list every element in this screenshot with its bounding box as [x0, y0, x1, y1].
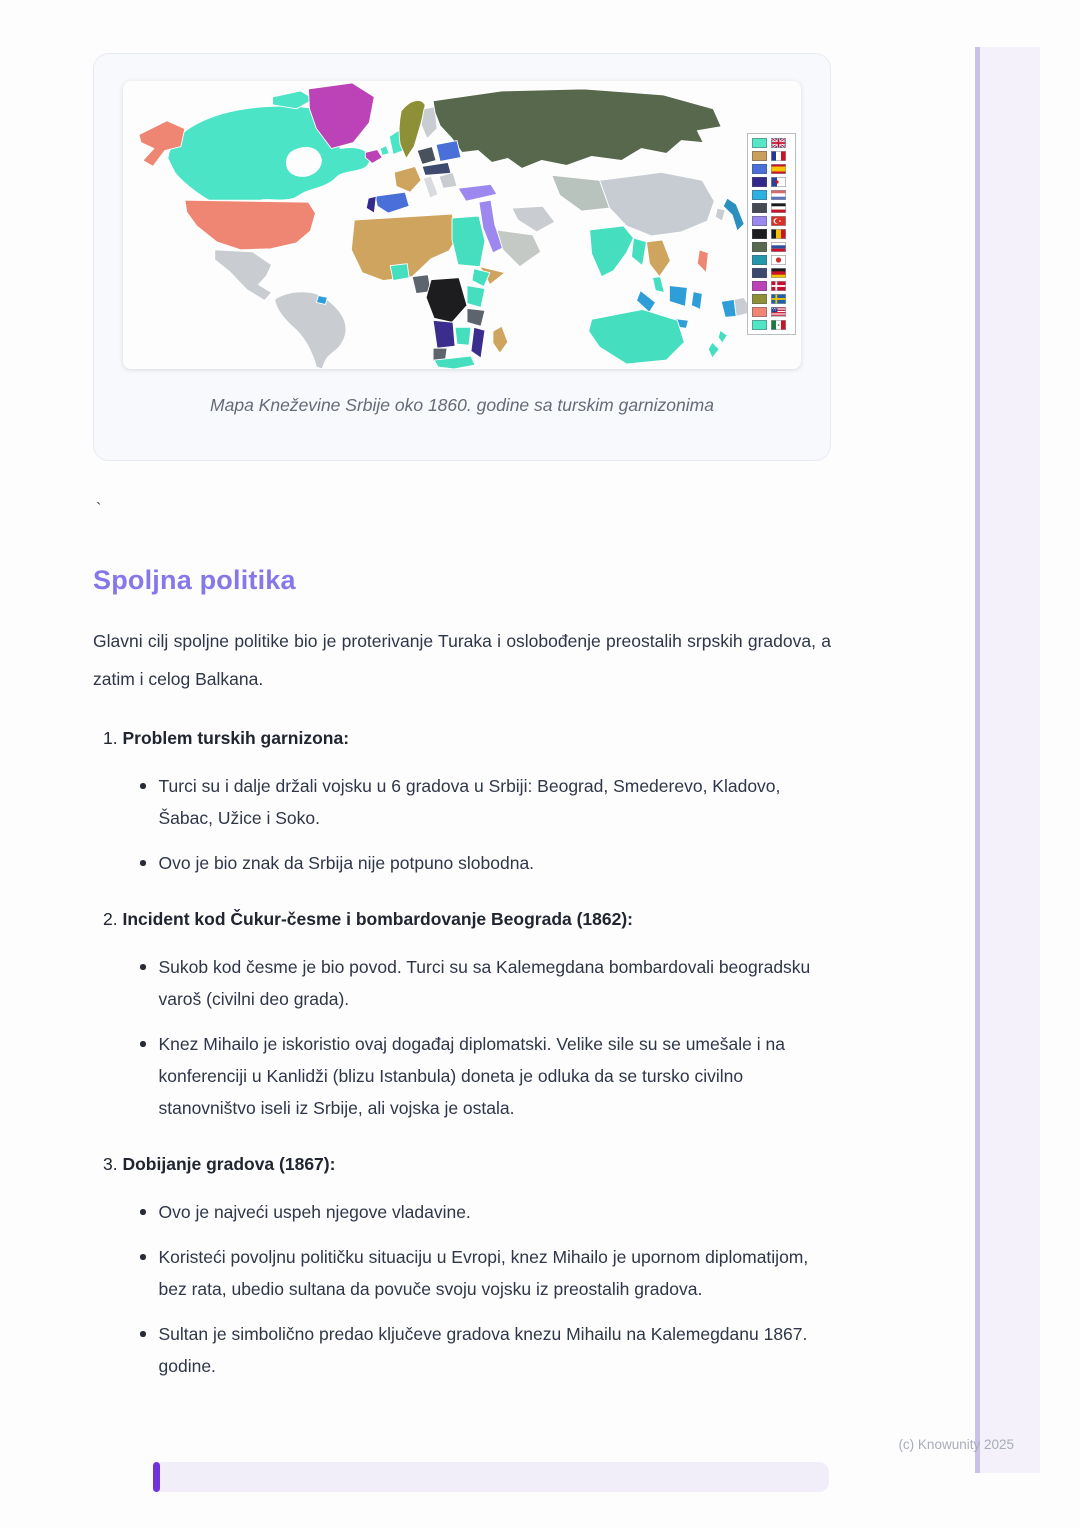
- map-region-kenya-uganda: [467, 286, 485, 308]
- belgium-flag-icon: [771, 229, 786, 239]
- legend-color-swatch: [752, 229, 767, 239]
- map-region-madagascar: [493, 326, 508, 353]
- bullet-text: Koristeći povoljnu političku situaciju u Evropi, knez Mihailo je upornom diplomatijom, bez rata, ubedio sultana da povuče svoju vojsku iz preostalih gradova.: [158, 1247, 809, 1299]
- legend-row-german-empire: [752, 203, 791, 213]
- legend-color-swatch: [752, 242, 767, 252]
- bullet-text: Sukob kod česme je bio povod. Turci su sa Kalemegdana bombardovali beogradsku varoš (civilni deo grada).: [158, 957, 811, 1009]
- legend-row-japan: [752, 255, 791, 265]
- netherlands-flag-icon: [771, 190, 786, 200]
- legend-row-ottoman-empire: [752, 216, 791, 226]
- map-region-philippines: [697, 250, 708, 273]
- legend-row-germany: [752, 268, 791, 278]
- bullet-group: [93, 770, 831, 879]
- bullet-item: [93, 847, 831, 879]
- bullet-dot-icon: [140, 1041, 146, 1047]
- map-region-arctic-1: [273, 91, 315, 109]
- item-title: Problem turskih garnizona:: [122, 728, 350, 748]
- intro-paragraph: Glavni cilj spoljne politike bio je proterivanje Turaka i oslobođenje preostalih srpskih gradova, a zatim i celog Balkana.: [93, 631, 831, 689]
- numbered-list: [93, 726, 831, 1382]
- section-title: Spoljna politika: [93, 565, 296, 595]
- map-region-portugal-europe: [366, 196, 376, 213]
- legend-color-swatch: [752, 281, 767, 291]
- map-region-south-america: [275, 292, 347, 369]
- legend-color-swatch: [752, 164, 767, 174]
- world-map-svg: [123, 81, 801, 369]
- map-region-egypt-sudan: [452, 216, 485, 267]
- legend-row-spain: [752, 164, 791, 174]
- map-region-usa: [185, 200, 316, 250]
- map-region-france-europe: [394, 166, 421, 192]
- map-region-arabia: [497, 230, 541, 267]
- map-region-rhodesia: [455, 327, 471, 345]
- france-flag-icon: [771, 151, 786, 161]
- stray-backtick-text: `: [96, 501, 102, 518]
- item-heading: [93, 726, 831, 750]
- bullet-dot-icon: [140, 1209, 146, 1215]
- map-region-sulawesi: [691, 292, 702, 310]
- map-region-ireland: [380, 146, 389, 156]
- list-item-3: [93, 1152, 831, 1382]
- legend-color-swatch: [752, 190, 767, 200]
- denmark-flag-icon: [771, 281, 786, 291]
- legend-row-denmark: [752, 281, 791, 291]
- map-region-sumatra: [636, 291, 655, 313]
- callout-accent-pill: [153, 1462, 160, 1492]
- legend-color-swatch: [752, 203, 767, 213]
- bullet-dot-icon: [140, 1331, 146, 1337]
- spain-flag-icon: [771, 164, 786, 174]
- map-region-italy: [423, 176, 438, 198]
- bullet-text: Turci su i dalje držali vojsku u 6 gradova u Srbiji: Beograd, Smederevo, Kladovo, Šabac, Užice i Soko.: [158, 776, 781, 828]
- bullet-item: [93, 1028, 831, 1124]
- legend-color-swatch: [752, 320, 767, 330]
- map-region-ottoman-turkey: [458, 184, 497, 201]
- map-region-eastern-europe: [436, 141, 461, 162]
- map-legend: [747, 133, 796, 335]
- bullet-dot-icon: [140, 860, 146, 866]
- map-region-india: [590, 226, 634, 277]
- legend-row-france: [752, 151, 791, 161]
- legend-row-netherlands: [752, 190, 791, 200]
- map-region-indochina: [646, 240, 670, 277]
- legend-row-portugal: [752, 177, 791, 187]
- right-margin-rail: [975, 47, 1040, 1473]
- legend-row-sweden: [752, 294, 791, 304]
- bullet-text: Ovo je bio znak da Srbija nije potpuno slobodna.: [158, 853, 535, 873]
- map-region-angola: [433, 320, 455, 348]
- legend-color-swatch: [752, 138, 767, 148]
- map-region-mexico-central-america: [215, 250, 272, 301]
- legend-row-mexico: [752, 320, 791, 330]
- japan-flag-icon: [771, 255, 786, 265]
- legend-color-swatch: [752, 151, 767, 161]
- legend-row-usa: [752, 307, 791, 317]
- bullet-group: [93, 1196, 831, 1382]
- portugal-flag-icon: [771, 177, 786, 187]
- ottoman-flag-icon: [771, 216, 786, 226]
- map-region-west-african-coast: [390, 264, 409, 281]
- world-map-image: [123, 81, 801, 369]
- legend-row-belgium: [752, 229, 791, 239]
- item-number: 3.: [103, 1154, 123, 1174]
- legend-color-swatch: [752, 307, 767, 317]
- legend-color-swatch: [752, 255, 767, 265]
- map-region-borneo: [669, 286, 687, 307]
- map-caption: Mapa Kneževine Srbije oko 1860. godine sa turskim garnizonima: [210, 395, 714, 415]
- map-region-japan: [723, 198, 744, 231]
- russia-flag-icon: [771, 242, 786, 252]
- map-region-spain-europe: [375, 192, 409, 213]
- bullet-item: [93, 951, 831, 1015]
- uk-flag-icon: [771, 138, 786, 148]
- callout-teaser-bar: [153, 1462, 829, 1492]
- bullet-dot-icon: [140, 964, 146, 970]
- legend-color-swatch: [752, 216, 767, 226]
- bullet-text: Sultan je simbolično predao ključeve gradova knezu Mihailu na Kalemegdanu 1867. godine.: [158, 1324, 808, 1376]
- legend-color-swatch: [752, 294, 767, 304]
- map-region-guyana-patch: [316, 296, 327, 305]
- item-number: 1.: [103, 728, 123, 748]
- map-region-korea: [715, 208, 725, 221]
- usa-flag-icon: [771, 307, 786, 317]
- bullet-group: [93, 951, 831, 1124]
- mexico-flag-icon: [771, 320, 786, 330]
- legend-row-russia: [752, 242, 791, 252]
- map-region-balkans: [439, 172, 457, 188]
- item-title: Dobijanje gradova (1867):: [122, 1154, 336, 1174]
- map-region-mozambique: [471, 327, 485, 358]
- map-region-australia: [589, 309, 685, 364]
- map-region-belgian-congo: [426, 278, 467, 323]
- map-region-russia: [433, 89, 721, 168]
- map-figure-card: [93, 53, 831, 461]
- bullet-item: [93, 1196, 831, 1228]
- map-region-new-guinea-west: [721, 299, 736, 317]
- copyright-note: (c) Knowunity 2025: [898, 1437, 1014, 1452]
- list-item-2: [93, 907, 831, 1124]
- legend-row-united-kingdom: [752, 138, 791, 148]
- german-empire-flag-icon: [771, 203, 786, 213]
- item-heading: [93, 1152, 831, 1176]
- map-region-tanzania: [467, 308, 485, 326]
- map-region-persia: [512, 206, 555, 232]
- map-region-germany-europe: [417, 147, 436, 165]
- bullet-text: Knez Mihailo je iskoristio ovaj događaj diplomatski. Velike sile su se umešale i na konferenciji u Kanlidži (blizu Istanbula) doneta je odluka da se tursko civilno stanovništvo iseli iz Srbije, ali vojska je ostala.: [158, 1034, 785, 1118]
- map-region-burma: [632, 238, 647, 266]
- list-item-1: [93, 726, 831, 879]
- legend-color-swatch: [752, 268, 767, 278]
- sweden-flag-icon: [771, 294, 786, 304]
- item-heading: [93, 907, 831, 931]
- map-region-new-zealand-north: [718, 330, 727, 343]
- document-content: [93, 53, 831, 1382]
- bullet-dot-icon: [140, 1254, 146, 1260]
- item-title: Incident kod Čukur-česme i bombardovanje Beograda (1862):: [122, 909, 634, 929]
- bullet-item: [93, 1241, 831, 1305]
- bullet-item: [93, 770, 831, 834]
- germany-flag-icon: [771, 268, 786, 278]
- map-region-malaya: [652, 277, 664, 293]
- bullet-item: [93, 1318, 831, 1382]
- map-region-austria-hungary: [422, 162, 451, 175]
- bullet-text: Ovo je najveći uspeh njegove vladavine.: [158, 1202, 471, 1222]
- legend-color-swatch: [752, 177, 767, 187]
- bullet-dot-icon: [140, 783, 146, 789]
- item-number: 2.: [103, 909, 123, 929]
- map-region-new-zealand-south: [708, 342, 719, 358]
